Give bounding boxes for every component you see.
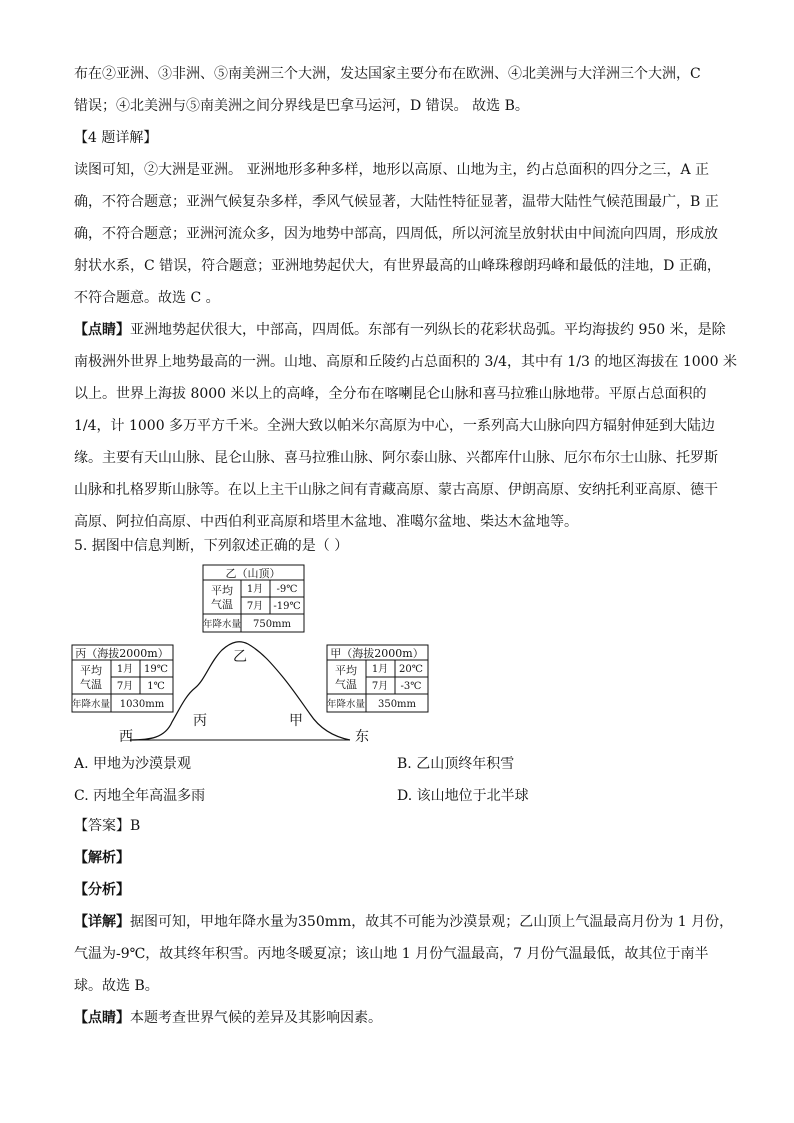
dianjing-1-line-5: 缘。主要有天山山脉、昆仑山脉、喜马拉雅山脉、阿尔泰山脉、兴都库什山脉、厄尔布尔士山脉、托罗斯 [74,450,718,466]
jia-row-label-2: 气温 [335,678,357,691]
jia-row-label-1: 平均 [335,664,357,677]
yi-title: 乙（山顶） [225,567,281,580]
jia-temp-2: -3℃ [400,681,422,692]
jia-precip-label: 年降水量 [326,699,366,710]
q5-jiexi: 【解析】 [74,850,130,866]
jia-month-2: 7月 [371,681,389,692]
bing-month-1: 1月 [116,664,134,675]
jia-precip-value: 350mm [377,699,417,710]
bing-precip-label: 年降水量 [71,699,111,710]
option-d: D. 该山地位于北半球 [397,788,529,804]
bing-precip-value: 1030mm [119,699,165,710]
option-c: C. 丙地全年高温多雨 [74,788,206,804]
q4-line-5: 不符合题意。故选 C 。 [74,290,220,306]
q5-xiangjie-label: 【详解】 [74,914,130,930]
q5-dianjing-text: 本题考查世界气候的差异及其影响因素。 [130,1010,382,1026]
west-label: 西 [119,729,133,745]
q5-dianjing-line [74,1008,382,1028]
q4-heading: 【4 题详解】 [74,130,158,146]
q4-line-1: 读图可知，②大洲是亚洲。 亚洲地形多种多样，地形以高原、山地为主，约占总面积的四分之三，A 正 [74,162,710,178]
q5-xiangjie-line-1 [74,912,733,932]
bing-temp-1: 19℃ [144,664,168,675]
yi-month-2: 7月 [246,601,264,612]
dianjing-1-line-3: 以上。世界上海拔 8000 米以上的高峰，全分布在喀喇昆仑山脉和喜马拉雅山脉地带。平原占总面积的 [74,386,707,402]
dianjing-1-label: 【点睛】 [74,322,130,338]
jia-temp-1: 20℃ [399,664,423,675]
q4-line-3: 确，不符合题意；亚洲河流众多，因为地势中部高，四周低，所以河流呈放射状由中间流向四周，形成放 [74,226,718,242]
bing-title: 丙（海拔2000m） [75,647,169,660]
dianjing-1-line-6: 山脉和扎格罗斯山脉等。在以上主干山脉之间有青藏高原、蒙古高原、伊朗高原、安纳托利亚高原、德干 [74,482,718,498]
para-top-line-1: 布在②亚洲、③非洲、⑤南美洲三个大洲，发达国家主要分布在欧洲、④北美洲与大洋洲三个大洲，C [74,66,701,82]
dianjing-1-text-1: 亚洲地势起伏很大，中部高，四周低。东部有一列纵长的花彩状岛弧。平均海拔约 950 米，是除 [130,322,726,338]
bing-row-label-1: 平均 [80,664,102,677]
q5-xiangjie-line-3: 球。故选 B。 [74,978,159,994]
yi-temp-1: -9℃ [276,584,298,595]
peak-label: 乙 [233,649,247,665]
east-slope-label: 甲 [289,713,303,729]
bing-temp-2: 1℃ [147,681,165,692]
east-label: 东 [355,729,369,745]
yi-precip-value: 750mm [252,619,292,630]
yi-month-1: 1月 [246,584,264,595]
yi-precip-label: 年降水量 [202,619,242,630]
dianjing-1-line-2: 南极洲外世界上地势最高的一洲。山地、高原和丘陵约占总面积的 3/4，其中有 1/3 的地区海拔在 1000 米 [74,354,737,370]
yi-row-label-1: 平均 [211,584,233,597]
q5-xiangjie-text-1: 据图可知，甲地年降水量为350mm，故其不可能为沙漠景观；乙山顶上气温最高月份为 1 月份， [130,914,734,930]
q5-question: 5. 据图中信息判断，下列叙述正确的是（ ） [74,538,349,554]
option-a: A. 甲地为沙漠景观 [74,756,192,772]
jia-title: 甲（海拔2000m） [330,647,424,660]
q5-fenxi: 【分析】 [74,882,130,898]
dianjing-1-line-7: 高原、阿拉伯高原、中西伯利亚高原和塔里木盆地、准噶尔盆地、柴达木盆地等。 [74,514,578,530]
west-slope-label: 丙 [193,713,207,729]
q5-answer: 【答案】B [74,818,141,834]
yi-temp-2: -19℃ [273,601,301,612]
option-b: B. 乙山顶终年积雪 [397,756,515,772]
q4-line-4: 射状水系，C 错误，符合题意；亚洲地势起伏大，有世界最高的山峰珠穆朗玛峰和最低的洼地，D 正确， [74,258,721,274]
q5-dianjing-label: 【点睛】 [74,1010,130,1026]
bing-row-label-2: 气温 [80,678,102,691]
dianjing-1-line-4: 1/4，计 1000 多万平方千米。全洲大致以帕米尔高原为中心，一系列高大山脉向四方辐射伸延到大陆边 [74,418,716,434]
jia-month-1: 1月 [371,664,389,675]
q5-xiangjie-line-2: 气温为-9℃，故其终年积雪。丙地冬暖夏凉；该山地 1 月份气温最高，7 月份气温最低，故其位于南半 [74,946,709,962]
bing-month-2: 7月 [116,681,134,692]
yi-row-label-2: 气温 [211,598,233,611]
para-top-line-2: 错误；④北美洲与⑤南美洲之间分界线是巴拿马运河，D 错误。 故选 B。 [74,98,529,114]
q4-line-2: 确，不符合题意；亚洲气候复杂多样，季风气候显著，大陆性特征显著，温带大陆性气候范围最广，B 正 [74,194,719,210]
